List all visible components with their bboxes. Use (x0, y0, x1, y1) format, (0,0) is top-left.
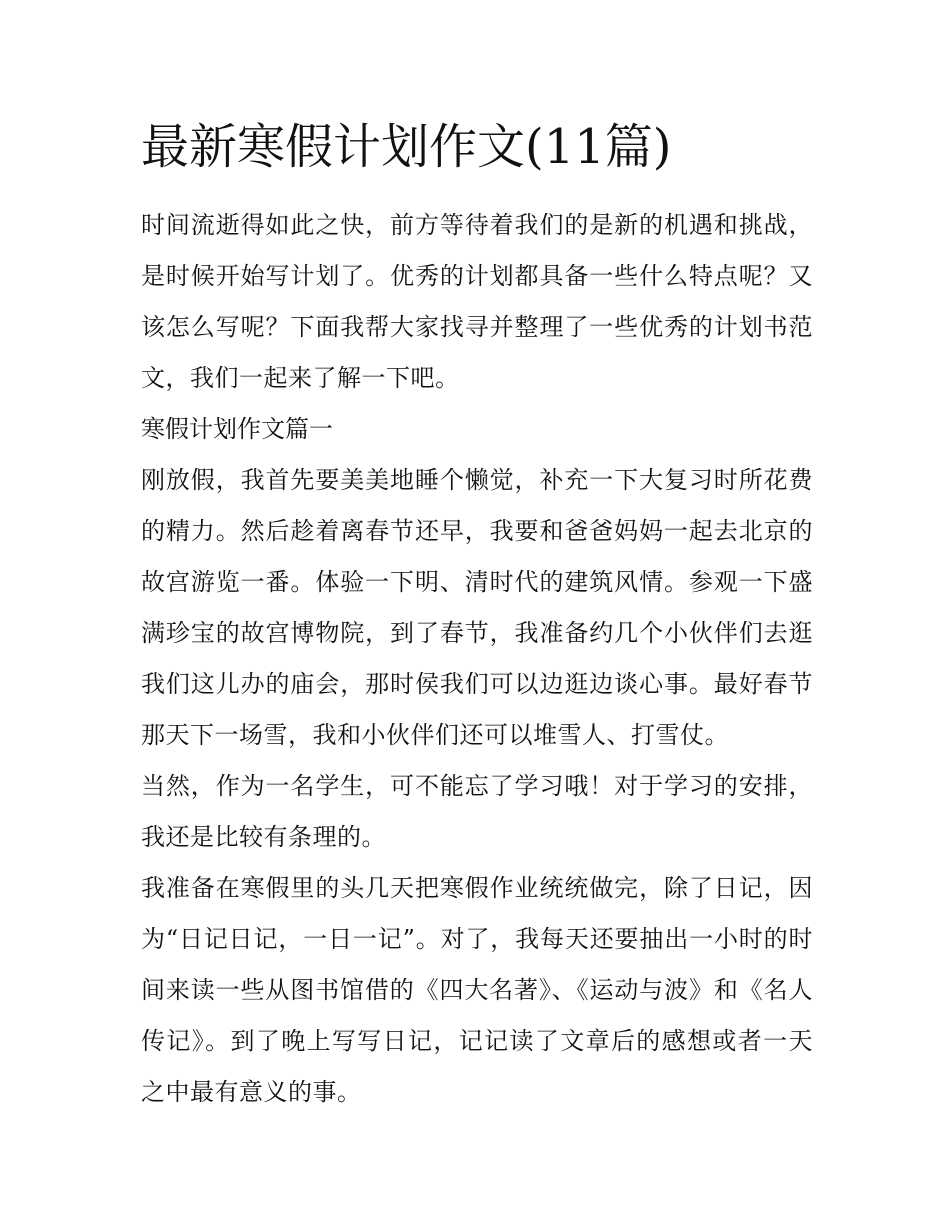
document-body (141, 116, 813, 1118)
document-title: 最新寒假计划作文(11篇) (141, 119, 672, 175)
body-paragraph: 当然，作为一名学生，可不能忘了学习哦！对于学习的安排，我还是比较有条理的。 (141, 772, 813, 851)
body-paragraph: 刚放假，我首先要美美地睡个懒觉，补充一下大复习时所花费的精力。然后趁着离春节还早，我要和爸爸妈妈一起去北京的故宫游览一番。体验一下明、清时代的建筑风情。参观一下盛满珍宝的故宫博物院，到了春节，我准备约几个小伙伴们去逛我们这儿办的庙会，那时侯我们可以边逛边谈心事。最好春节那天下一场雪，我和小伙伴们还可以堆雪人、打雪仗。 (141, 466, 813, 749)
body-paragraph: 我准备在寒假里的头几天把寒假作业统统做完，除了日记，因为“日记日记，一日一记”。对了，我每天还要抽出一小时的时间来读一些从图书馆借的《四大名著》、《运动与波》和《名人传记》。到了晚上写写日记，记记读了文章后的感想或者一天之中最有意义的事。 (141, 874, 813, 1106)
section-heading: 寒假计划作文篇一 (141, 415, 333, 443)
intro-paragraph: 时间流逝得如此之快，前方等待着我们的是新的机遇和挑战，是时候开始写计划了。优秀的计划都具备一些什么特点呢？又该怎么写呢？下面我帮大家找寻并整理了一些优秀的计划书范文，我们一起来了解一下吧。 (141, 211, 813, 392)
